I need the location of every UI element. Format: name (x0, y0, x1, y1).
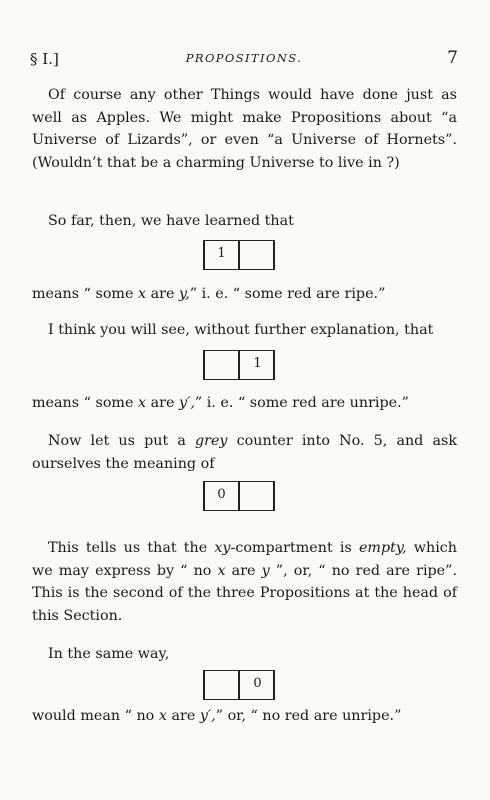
means-text: means “ some (32, 395, 138, 411)
symbol-x: x (138, 395, 147, 411)
paragraph-so-far: So far, then, we have learned that (48, 213, 294, 229)
paragraph-same-way: In the same way, (48, 646, 170, 662)
paragraph-apples-text: Of course any other Things would have done just as well as Apples. We might make Propositions about “a Universe of Lizards”, or even “a Universe of Hornets”. (Wouldn’t that be a charming Universe to live in ?) (32, 87, 457, 171)
paragraph-grey-counter (32, 430, 457, 475)
means-text: ” i. e. “ some red are ripe.” (189, 286, 386, 302)
diagram-some-x-are-y-prime (203, 350, 275, 380)
means-text: would mean “ no (32, 708, 159, 724)
diagram-some-x-are-y (203, 240, 275, 270)
diagram-cell-right: 1 (253, 356, 262, 371)
section-marker: § I.] (30, 50, 59, 68)
symbol-y: y, (179, 286, 190, 302)
paragraph-text: which we may express by “ no (32, 540, 457, 579)
diagram-no-x-are-y-prime (203, 670, 275, 700)
means-text: ” or, “ no red are unripe.” (215, 708, 402, 724)
diagram-cell-left: 1 (217, 246, 226, 261)
means-text: are (166, 708, 200, 724)
paragraph-text: are (225, 562, 262, 579)
running-title: PROPOSITIONS. (185, 51, 303, 65)
means-some-x-are-y-prime (32, 395, 457, 411)
means-text: ” i. e. “ some red are unripe.” (194, 395, 409, 411)
symbol-x: x (217, 562, 226, 579)
diagram-cell-left: 0 (217, 487, 226, 502)
diagram-no-x-are-y (203, 481, 275, 511)
symbol-xy: xy (214, 540, 231, 556)
paragraph-apples (32, 84, 457, 174)
diagram-cell-right: 0 (253, 676, 262, 691)
means-no-x-are-y-prime (32, 708, 457, 724)
means-some-x-are-y (32, 286, 457, 302)
paragraph-text: Now let us put a (48, 433, 195, 449)
symbol-y-prime: y′, (199, 708, 216, 724)
symbol-x: x (138, 286, 147, 302)
symbol-y-prime: y′, (179, 395, 195, 411)
word-empty: empty, (358, 540, 407, 556)
means-text: means “ some (32, 286, 138, 302)
symbol-x: x (158, 708, 167, 724)
paragraph-xy-empty (32, 537, 457, 627)
symbol-y: y (261, 562, 270, 579)
word-grey: grey (194, 433, 228, 449)
paragraph-think: I think you will see, without further explanation, that (48, 322, 434, 338)
means-text: are (146, 395, 179, 411)
paragraph-text: ”, or, “ no red are ripe”. This is the second of the three Propositions at the head of this Section. (32, 562, 457, 624)
means-text: are (146, 286, 179, 302)
running-header (30, 50, 458, 72)
paragraph-text: This tells us that the (48, 540, 215, 556)
page-number: 7 (447, 48, 458, 68)
paragraph-text: -compartment is (230, 540, 359, 556)
paragraph-text: counter into No. 5, and ask ourselves the meaning of (32, 433, 457, 472)
